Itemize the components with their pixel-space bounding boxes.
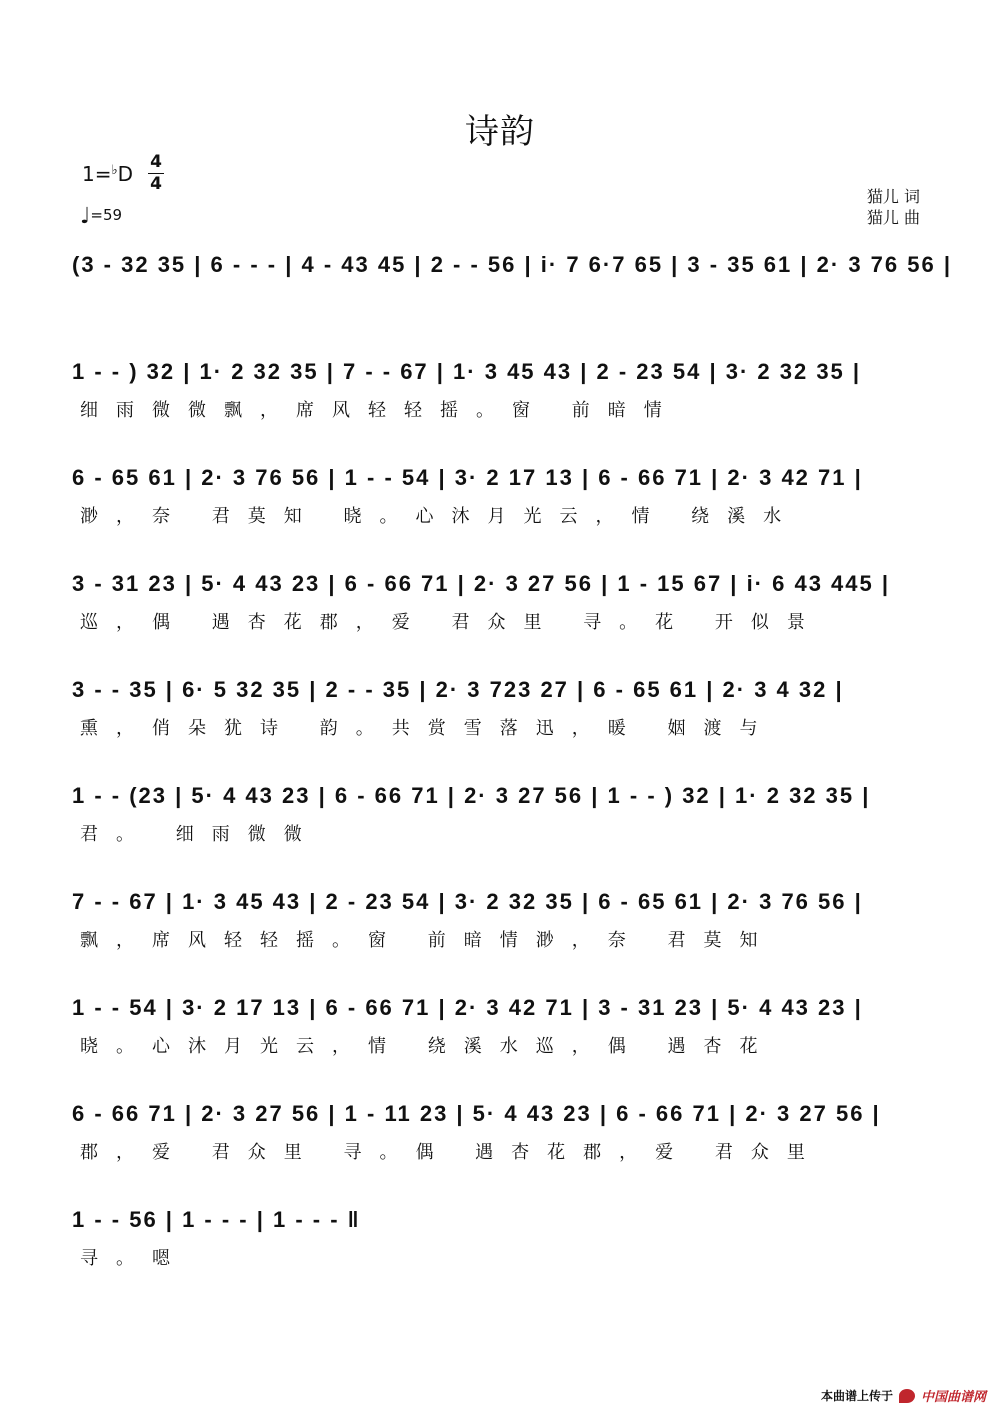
score-line: [72, 887, 928, 955]
page-title: 诗韵: [465, 112, 535, 152]
quarter-note-icon: ♩: [80, 204, 91, 229]
footer: [821, 1386, 986, 1405]
notation-line: 6 - 66 71 | 2· 3 27 56 | 1 - 11 23 | 5· 4 43 23 | 6 - 66 71 | 2· 3 27 56 |: [72, 1101, 881, 1126]
lyrics-line: 细雨微微飘，席风轻轻摇。窗 前暗情: [80, 400, 680, 421]
score-line: [72, 1099, 928, 1167]
lyrics-line: [72, 290, 928, 318]
notation-line: 6 - 65 61 | 2· 3 76 56 | 1 - - 54 | 3· 2 17 13 | 6 - 66 71 | 2· 3 42 71 |: [72, 465, 863, 490]
site-brand-link[interactable]: 中国曲谱网: [920, 1390, 986, 1405]
notation-line: (3 - 32 35 | 6 - - - | 4 - 43 45 | 2 - - 56 | i· 7 6·7 65 | 3 - 35 61 | 2· 3 76 56 |: [72, 252, 952, 277]
score-line: [72, 463, 928, 531]
lyrics-line: 晓。心沐月光云，情 绕溪水巡，偶 遇杏花: [80, 1036, 776, 1057]
lyrics-line: 君。 细雨微微: [80, 824, 320, 845]
notation-line: 1 - - 54 | 3· 2 17 13 | 6 - 66 71 | 2· 3 42 71 | 3 - 31 23 | 5· 4 43 23 |: [72, 995, 863, 1020]
composer-credit: 猫儿 曲: [866, 208, 920, 227]
score-line: [72, 781, 928, 849]
lyrics-line: 飘，席风轻轻摇。窗 前暗情渺，奈 君莫知: [80, 930, 776, 951]
key-note: D: [117, 162, 134, 186]
notation-line: 3 - 31 23 | 5· 4 43 23 | 6 - 66 71 | 2· 3 27 56 | 1 - 15 67 | i· 6 43 445 |: [72, 571, 891, 596]
score-line: [72, 1205, 928, 1273]
time-signature-top: 4: [150, 152, 162, 172]
lyrics-line: 寻。嗯: [80, 1248, 188, 1269]
footer-text: 本曲谱上传于: [820, 1389, 893, 1403]
lyrics-line: 渺，奈 君莫知 晓。心沐月光云，情 绕溪水: [80, 506, 800, 527]
notation-line: 1 - - ) 32 | 1· 2 32 35 | 7 - - 67 | 1· 3 45 43 | 2 - 23 54 | 3· 2 32 35 |: [72, 359, 862, 384]
score-line: [72, 675, 928, 743]
score-line: [72, 569, 928, 637]
flat-symbol: ♭: [111, 163, 118, 178]
notation-line: 3 - - 35 | 6· 5 32 35 | 2 - - 35 | 2· 3 723 27 | 6 - 65 61 | 2· 3 4 32 |: [72, 677, 844, 702]
time-signature-bottom: 4: [150, 174, 162, 194]
score-line: [72, 357, 928, 425]
lyricist-credit: 猫儿 词: [866, 187, 920, 206]
lyrics-line: 熏，俏朵犹诗 韵。共赏雪落迅，暖 姻渡与: [80, 718, 776, 739]
site-logo-icon: [899, 1389, 915, 1403]
notation-line: 1 - - 56 | 1 - - - | 1 - - - ‖: [72, 1207, 361, 1232]
score-line: [72, 250, 952, 318]
lyrics-line: 郡，爱 君众里 寻。偶 遇杏花郡，爱 君众里: [80, 1142, 823, 1163]
tempo-value: =59: [90, 206, 123, 224]
key-prefix: 1=: [82, 162, 112, 186]
notation-line: 7 - - 67 | 1· 3 45 43 | 2 - 23 54 | 3· 2 32 35 | 6 - 65 61 | 2· 3 76 56 |: [72, 889, 863, 914]
notation-line: 1 - - (23 | 5· 4 43 23 | 6 - 66 71 | 2· 3 27 56 | 1 - - ) 32 | 1· 2 32 35 |: [72, 783, 871, 808]
lyrics-line: 巡，偶 遇杏花郡，爱 君众里 寻。花 开似景: [80, 612, 823, 633]
score-line: [72, 993, 928, 1061]
